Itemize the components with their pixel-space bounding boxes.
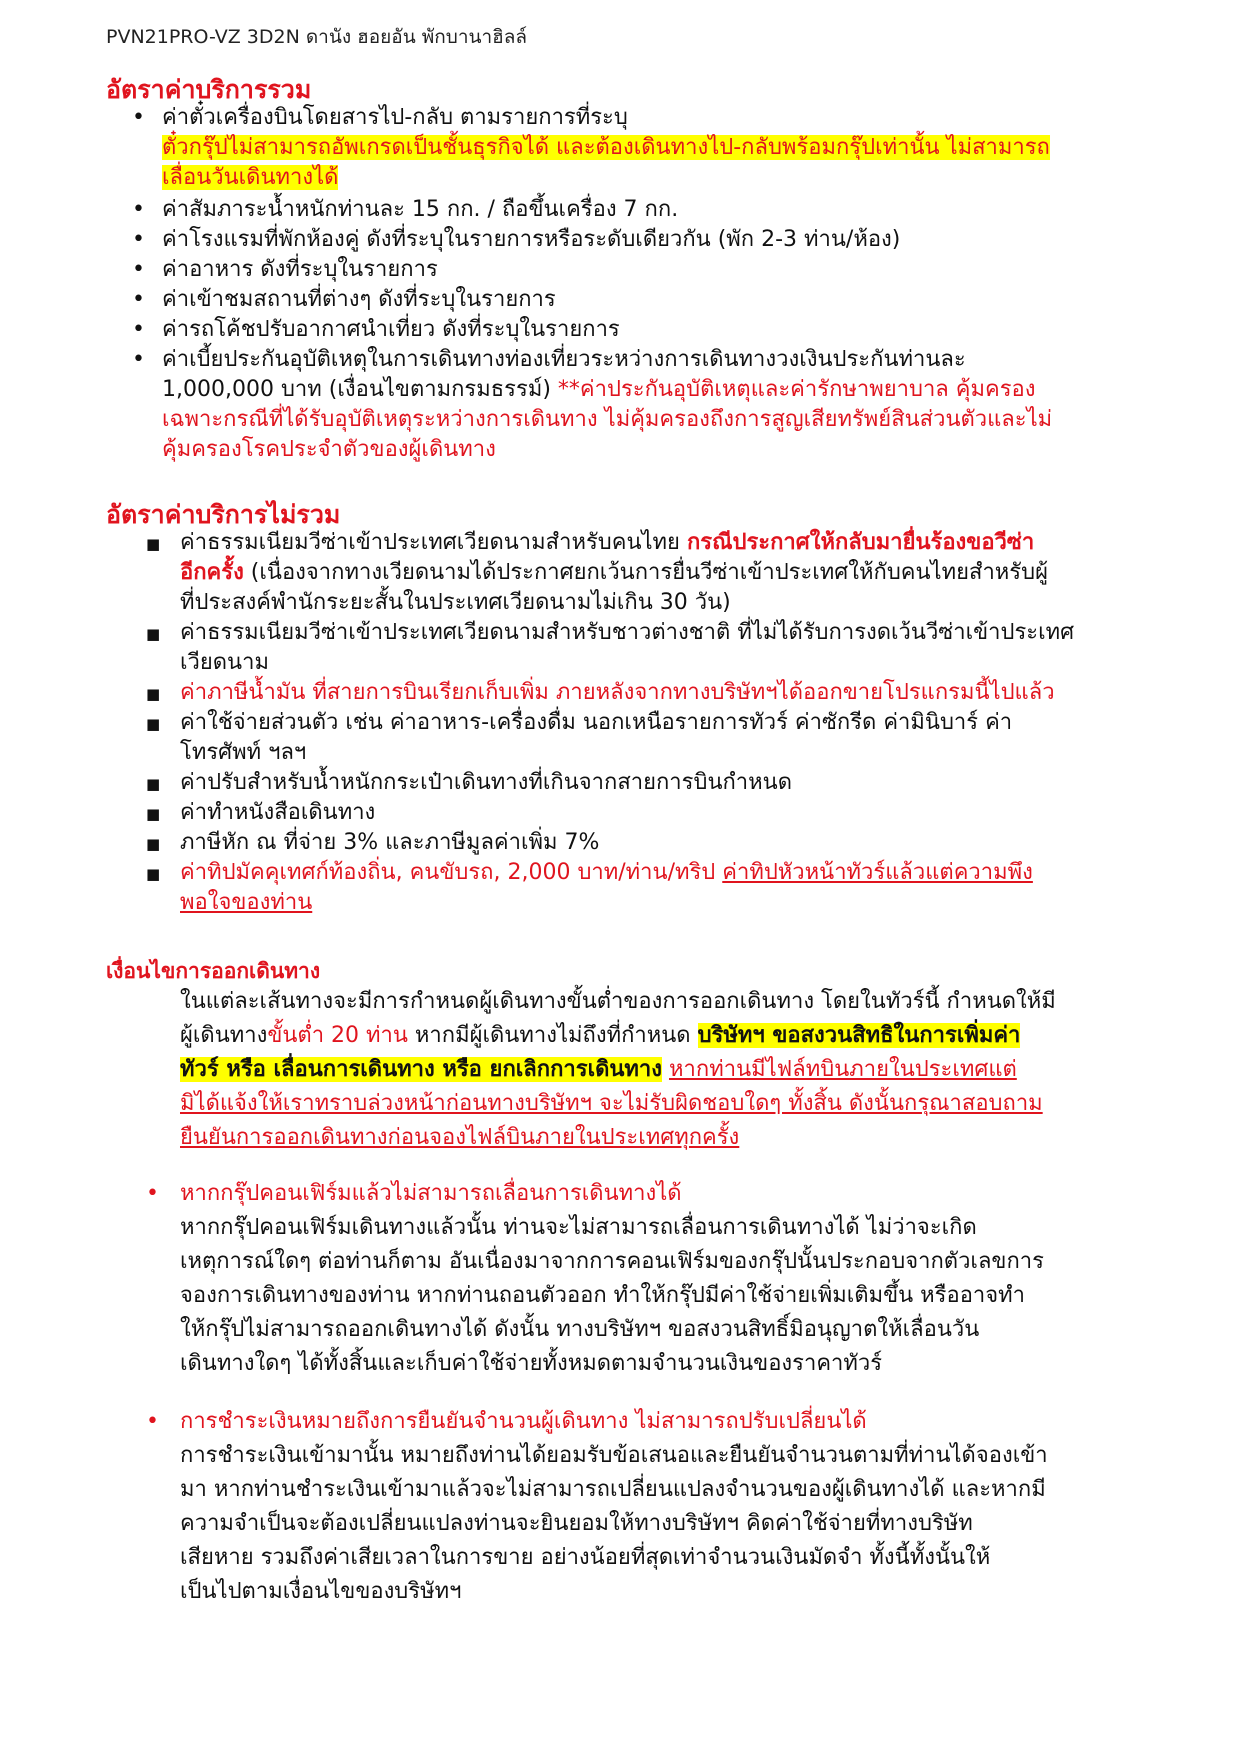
square-bullet-icon: ■ <box>146 835 161 853</box>
list-item: • ค่าสัมภาระน้ำหนักท่านละ 15 กก. / ถือขึ้นเครื่อง 7 กก. <box>162 195 1122 225</box>
bullet-icon: • <box>132 257 145 282</box>
list-item: ■ ค่าใช้จ่ายส่วนตัว เช่น ค่าอาหาร-เครื่องดื่ม นอกเหนือรายการทัวร์ ค่าซักรีด ค่ามินิบาร์ ค่า โทรศัพท์ ฯลฯ <box>146 710 1013 765</box>
included-list <box>132 103 1122 465</box>
square-bullet-icon: ■ <box>146 715 161 733</box>
square-bullet-icon: ■ <box>146 685 161 703</box>
document-header: PVN21PRO-VZ 3D2N ดานัง ฮอยอัน พักบานาฮิลล์ <box>106 26 528 48</box>
conditions-section-title: เงื่อนไขการออกเดินทาง <box>106 959 321 983</box>
list-item: ■ ค่าปรับสำหรับน้ำหนักกระเป๋าเดินทางที่เกินจากสายการบินกำหนด <box>180 768 1140 798</box>
square-bullet-icon: ■ <box>146 775 161 793</box>
list-item: ■ ค่าทำหนังสือเดินทาง <box>180 798 1140 828</box>
bullet-icon: • <box>132 105 145 130</box>
bullet-icon: • <box>132 347 145 372</box>
list-item: ■ ภาษีหัก ณ ที่จ่าย 3% และภาษีมูลค่าเพิ่ม 7% <box>180 828 1140 858</box>
included-section-title: อัตราค่าบริการรวม <box>106 75 312 104</box>
list-item: • ค่าตั๋วเครื่องบินโดยสารไป-กลับ ตามรายการที่ระบุ ตั๋วกรุ๊ปไม่สามารถอัพเกรดเป็นชั้นธุรกิจได้ และต้องเดินทางไป-กลับพร้อมกรุ๊ปเท่านั้น ไม่สามารถ เลื่อนวันเดินทางได้ <box>132 105 1050 190</box>
condition-bullet-2: • การชำระเงินหมายถึงการยืนยันจำนวนผู้เดินทาง ไม่สามารถปรับเปลี่ยนได้ การชำระเงินเข้ามานั้น หมายถึงท่านได้ยอมรับข้อเสนอและยืนยันจำนวนตามที่ท่านได้จองเข้า มา หากท่านชำระเงินเข้ามาแล้วจะไม่สามารถเปลี่ยนแปลงจำนวนของผู้เดินทางได้ และหากมี ความจำเป็นจะต้องเปลี่ยนแปลงท่านจะยินยอมให้ทางบริษัทฯ คิดค่าใช้จ่ายที่ทางบริษัท เสียหาย รวมถึงค่าเสียเวลาในการขาย อย่างน้อยที่สุดเท่าจำนวนเงินมัดจำ ทั้งนี้ทั้งนั้นให้ เป็นไปตามเงื่อนไขของบริษัทฯ <box>180 1405 1140 1609</box>
list-item: ■ ค่าภาษีน้ำมัน ที่สายการบินเรียกเก็บเพิ่ม ภายหลังจากทางบริษัทฯได้ออกขายโปรแกรมนี้ไปแล้ว <box>180 678 1140 708</box>
bullet-icon: • <box>132 287 145 312</box>
list-item: • ค่าเบี้ยประกันอุบัติเหตุในการเดินทางท่องเที่ยวระหว่างการเดินทางวงเงินประกันท่านละ 1,000,000 บาท (เงื่อนไขตามกรมธรรม์) **ค่าประกันอุบัติเหตุและค่ารักษาพยาบาล คุ้มครอง เฉพาะกรณีที่ได้รับอุบัติเหตุระหว่างการเดินทาง ไม่คุ้มครองถึงการสูญเสียทรัพย์สินส่วนตัวและไม่ คุ้มครองโรคประจำตัวของผู้เดินทาง <box>132 347 1053 462</box>
list-item: • ค่ารถโค้ชปรับอากาศนำเที่ยว ดังที่ระบุในรายการ <box>162 315 1122 345</box>
square-bullet-icon: ■ <box>146 535 161 553</box>
bullet-icon: • <box>132 197 145 222</box>
excluded-section-title: อัตราค่าบริการไม่รวม <box>106 500 341 529</box>
bullet-icon: • <box>132 317 145 342</box>
list-item: ■ ค่าธรรมเนียมวีซ่าเข้าประเทศเวียดนามสำหรับคนไทย กรณีประกาศให้กลับมายื่นร้องขอวีซ่า อีกครั้ง (เนื่องจากทางเวียดนามได้ประกาศยกเว้นการยื่นวีซ่าเข้าประเทศให้กับคนไทยสำหรับผู้ ที่ประสงค์พำนักระยะสั้นในประเทศเวียดนามไม่เกิน 30 วัน) <box>146 530 1048 615</box>
list-item: ■ ค่าธรรมเนียมวีซ่าเข้าประเทศเวียดนามสำหรับชาวต่างชาติ ที่ไม่ได้รับการงดเว้นวีซ่าเข้าประเทศ เวียดนาม <box>146 620 1075 675</box>
bullet-icon: • <box>146 1409 159 1434</box>
excluded-list <box>146 528 1140 918</box>
square-bullet-icon: ■ <box>146 625 161 643</box>
bullet-icon: • <box>132 227 145 252</box>
square-bullet-icon: ■ <box>146 865 161 883</box>
list-item: • ค่าเข้าชมสถานที่ต่างๆ ดังที่ระบุในรายการ <box>162 285 1122 315</box>
conditions-paragraph: ในแต่ละเส้นทางจะมีการกำหนดผู้เดินทางขั้นต่ำของการออกเดินทาง โดยในทัวร์นี้ กำหนดให้มี ผู้เดินทางขั้นต่ำ 20 ท่าน หากมีผู้เดินทางไม่ถึงที่กำหนด บริษัทฯ ขอสงวนสิทธิในการเพิ่มค่า ทัวร์ หรือ เลื่อนการเดินทาง หรือ ยกเลิกการเดินทาง หากท่านมีไฟล์ทบินภายในประเทศแต่ มิได้แจ้งให้เราทราบล่วงหน้าก่อนทางบริษัทฯ จะไม่รับผิดชอบใดๆ ทั้งสิ้น ดังนั้นกรุณาสอบถาม ยืนยันการออกเดินทางก่อนจองไฟล์บินภายในประเทศทุกครั้ง <box>180 989 1056 1150</box>
square-bullet-icon: ■ <box>146 805 161 823</box>
list-item: ■ ค่าทิปมัคคุเทศก์ท้องถิ่น, คนขับรถ, 2,000 บาท/ท่าน/ทริป ค่าทิปหัวหน้าทัวร์แล้วแต่ความพึง พอใจของท่าน <box>146 860 1033 915</box>
condition-bullet-1: • หากกรุ๊ปคอนเฟิร์มแล้วไม่สามารถเลื่อนการเดินทางได้ หากกรุ๊ปคอนเฟิร์มเดินทางแล้วนั้น ท่านจะไม่สามารถเลื่อนการเดินทางได้ ไม่ว่าจะเกิด เหตุการณ์ใดๆ ต่อท่านก็ตาม อันเนื่องมาจากการคอนเฟิร์มของกรุ๊ปนั้นประกอบจากตัวเลขการ จองการเดินทางของท่าน หากท่านถอนตัวออก ทำให้กรุ๊ปมีค่าใช้จ่ายเพิ่มเติมขึ้น หรืออาจทำ ให้กรุ๊ปไม่สามารถออกเดินทางได้ ดังนั้น ทางบริษัทฯ ขอสงวนสิทธิ์มิอนุญาตให้เลื่อนวัน เดินทางใดๆ ได้ทั้งสิ้นและเก็บค่าใช้จ่ายทั้งหมดตามจำนวนเงินของราคาทัวร์ <box>180 1177 1140 1381</box>
list-item: • ค่าโรงแรมที่พักห้องคู่ ดังที่ระบุในรายการหรือระดับเดียวกัน (พัก 2-3 ท่าน/ห้อง) <box>162 225 1122 255</box>
bullet-icon: • <box>146 1181 159 1206</box>
list-item: • ค่าอาหาร ดังที่ระบุในรายการ <box>162 255 1122 285</box>
